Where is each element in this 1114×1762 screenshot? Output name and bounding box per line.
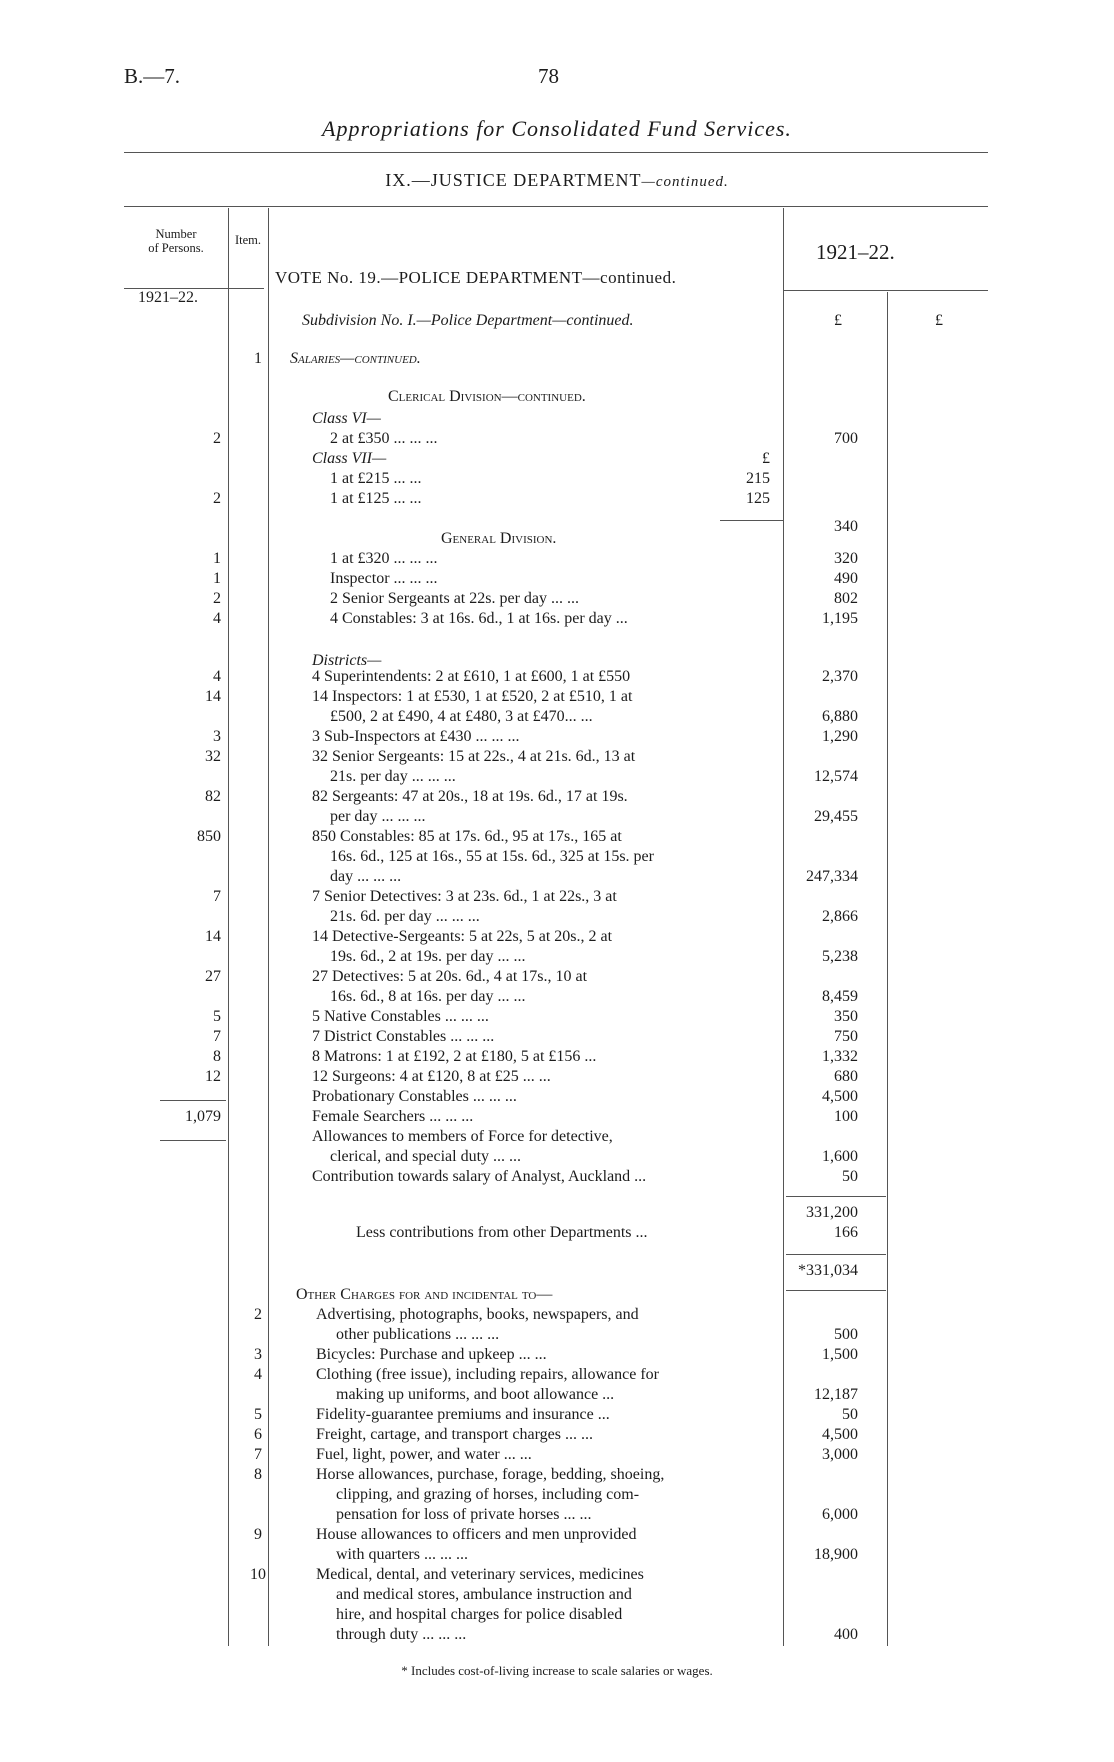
salary-row-description: Class VII— [312,450,387,467]
charge-amount: 3,000 [822,1446,858,1463]
charge-description-cont3: through duty ... ... ... [336,1626,467,1643]
district-row-amount: 2,866 [822,908,858,925]
year-label-left: 1921–22. [138,289,198,306]
item-column-header: Item. [234,233,262,247]
district-row-persons: 82 [205,788,221,805]
general-heading: General Division. [441,530,557,547]
district-row-description-cont: per day ... ... ... [330,808,426,825]
charge-description-cont: with quarters ... ... ... [336,1546,468,1563]
district-row-description: 14 Detective-Sergeants: 5 at 22s, 5 at 20s., 2 at [312,928,613,945]
persons-column-header [124,227,228,255]
district-row-persons: 27 [205,968,221,985]
charge-item-number: 5 [254,1406,262,1423]
footnote: * Includes cost-of-living increase to scale salaries or wages. [401,1663,713,1678]
vote-heading: VOTE No. 19.—POLICE DEPARTMENT—continued. [275,268,677,287]
salary-row-subamount: £ [762,450,770,467]
district-row-description: 82 Sergeants: 47 at 20s., 18 at 19s. 6d., 17 at 19s. [312,788,628,805]
district-row-description: 12 Surgeons: 4 at £120, 8 at £25 ... ... [312,1068,551,1085]
district-row-persons: 14 [205,688,221,705]
salary-row-amount: 1,195 [822,610,858,627]
salary-row-amount: 490 [834,570,858,587]
charge-description: Bicycles: Purchase and upkeep ... ... [316,1346,547,1363]
persons-header-line2: of Persons. [148,241,204,255]
salary-row-persons: 1 [213,570,221,587]
department-name: IX.—JUSTICE DEPARTMENT [385,170,642,190]
salary-row-amount: 340 [834,518,858,535]
salary-row-description: Inspector ... ... ... [330,570,438,587]
district-row-amount: 680 [834,1068,858,1085]
district-row-description: 7 Senior Detectives: 3 at 23s. 6d., 1 at 22s., 3 at [312,888,617,905]
district-row-description: Allowances to members of Force for detective, [312,1128,613,1145]
persons-total-rule-bottom [160,1140,226,1141]
district-row-description-cont: 21s. 6d. per day ... ... ... [330,908,480,925]
charge-amount: 500 [834,1326,858,1343]
charge-item-number: 10 [250,1566,266,1583]
districts-heading: Districts— [312,652,382,669]
charge-description-cont2: pensation for loss of private horses ... ... [336,1506,592,1523]
year-column-header: 1921–22. [816,240,895,264]
district-row-description: 8 Matrons: 1 at £192, 2 at £180, 5 at £156 ... [312,1048,597,1065]
clerical-heading: Clerical Division—continued. [388,388,586,405]
district-row-persons: 3 [213,728,221,745]
salary-row-description: 1 at £125 ... ... [330,490,422,507]
charge-amount: 12,187 [814,1386,858,1403]
district-row-amount: 247,334 [806,868,858,885]
salary-row-description: Class VI— [312,410,381,427]
other-charges-heading: Other Charges for and incidental to— [296,1286,553,1303]
charge-amount: 1,500 [822,1346,858,1363]
district-row-amount: 350 [834,1008,858,1025]
district-row-description: 27 Detectives: 5 at 20s. 6d., 4 at 17s., 10 at [312,968,588,985]
district-row-description-cont: £500, 2 at £490, 4 at £480, 3 at £470... ... [330,708,593,725]
district-row-description: 3 Sub-Inspectors at £430 ... ... ... [312,728,520,745]
charge-description: Fidelity-guarantee premiums and insurance ... [316,1406,610,1423]
district-row-description: Contribution towards salary of Analyst, Auckland ... [312,1168,647,1185]
charge-item-number: 9 [254,1526,262,1543]
header-bottom-rule-right [783,290,988,291]
charge-amount: 6,000 [822,1506,858,1523]
charge-amount: 50 [842,1406,858,1423]
less-contributions-amount: 166 [834,1224,858,1241]
net-total-rule-top [786,1254,886,1255]
charge-description: Fuel, light, power, and water ... ... [316,1446,532,1463]
persons-header-line1: Number [155,227,197,241]
charge-description-cont: making up uniforms, and boot allowance ... [336,1386,615,1403]
district-row-description-cont: 16s. 6d., 8 at 16s. per day ... ... [330,988,526,1005]
col-rule-total [887,292,888,1646]
district-row-description: 4 Superintendents: 2 at £610, 1 at £600, 1 at £550 [312,668,631,685]
district-row-amount: 1,332 [822,1048,858,1065]
charge-description: Medical, dental, and veterinary services, medicines [316,1566,644,1583]
salary-row-persons: 1 [213,550,221,567]
subdivision-heading: Subdivision No. I.—Police Department—continued. [302,312,634,329]
charge-description: Freight, cartage, and transport charges ... ... [316,1426,593,1443]
charge-amount: 18,900 [814,1546,858,1563]
salary-row-description: 1 at £215 ... ... [330,470,422,487]
charge-description: House allowances to officers and men unprovided [316,1526,637,1543]
salary-row-description: 1 at £320 ... ... ... [330,550,438,567]
district-row-description-cont: clerical, and special duty ... ... [330,1148,522,1165]
district-row-amount: 29,455 [814,808,858,825]
district-row-amount: 4,500 [822,1088,858,1105]
district-row-persons: 14 [205,928,221,945]
salary-row-description: 4 Constables: 3 at 16s. 6d., 1 at 16s. per day ... [330,610,628,627]
gross-total: 331,200 [806,1204,858,1221]
header-rule [124,152,988,153]
district-row-description: 5 Native Constables ... ... ... [312,1008,489,1025]
pound-symbol-1: £ [834,312,842,329]
salary-row-subamount: 125 [746,490,770,507]
department-continued: —continued. [641,174,729,190]
charge-item-number: 6 [254,1426,262,1443]
district-row-persons: 7 [213,888,221,905]
district-row-persons: 850 [197,828,221,845]
district-row-description: 7 District Constables ... ... ... [312,1028,495,1045]
district-row-persons: 12 [205,1068,221,1085]
district-row-amount: 100 [834,1108,858,1125]
salary-row-persons: 2 [213,430,221,447]
district-row-description-cont: 19s. 6d., 2 at 19s. per day ... ... [330,948,526,965]
charge-description-cont: and medical stores, ambulance instruction and [336,1586,632,1603]
district-row-persons: 1,079 [185,1108,221,1125]
salary-row-amount: 700 [834,430,858,447]
net-total: *331,034 [798,1262,858,1279]
page-number: 78 [538,64,559,88]
salary-row-persons: 2 [213,490,221,507]
district-row-amount: 750 [834,1028,858,1045]
district-row-amount: 50 [842,1168,858,1185]
district-row-description: 850 Constables: 85 at 17s. 6d., 95 at 17s., 165 at [312,828,622,845]
charge-description-cont: other publications ... ... ... [336,1326,500,1343]
salaries-heading: Salaries—continued. [290,350,421,367]
salary-row-persons: 2 [213,590,221,607]
item-number-salaries: 1 [254,350,262,367]
table-top-rule [124,206,988,207]
salary-row-description: 2 at £350 ... ... ... [330,430,438,447]
document-reference: B.—7. [124,64,181,88]
district-row-amount: 8,459 [822,988,858,1005]
district-row-description: 32 Senior Sergeants: 15 at 22s., 4 at 21s. 6d., 13 at [312,748,636,765]
net-total-rule-bottom [786,1290,886,1291]
district-row-description-cont: 21s. per day ... ... ... [330,768,456,785]
gross-total-rule [786,1196,886,1197]
salary-row-persons: 4 [213,610,221,627]
col-rule-persons [228,208,229,1646]
district-row-amount: 12,574 [814,768,858,785]
district-row-persons: 7 [213,1028,221,1045]
salary-row-amount: 320 [834,550,858,567]
district-row-description: 14 Inspectors: 1 at £530, 1 at £520, 2 at £510, 1 at [312,688,633,705]
charge-item-number: 7 [254,1446,262,1463]
district-row-amount: 5,238 [822,948,858,965]
charge-amount: 400 [834,1626,858,1643]
district-row-description: Probationary Constables ... ... ... [312,1088,517,1105]
district-row-persons: 4 [213,668,221,685]
subtotal-rule [720,520,784,521]
pound-symbol-2: £ [935,312,943,329]
district-row-persons: 8 [213,1048,221,1065]
salary-row-description: 2 Senior Sergeants at 22s. per day ... ... [330,590,579,607]
district-row-description-cont: 16s. 6d., 125 at 16s., 55 at 15s. 6d., 325 at 15s. per [330,848,654,865]
page-title: Appropriations for Consolidated Fund Services. [322,116,792,141]
district-row-amount: 1,290 [822,728,858,745]
persons-total-rule-top [160,1100,226,1101]
salary-row-subamount: 215 [746,470,770,487]
charge-description: Advertising, photographs, books, newspapers, and [316,1306,639,1323]
charge-description-cont2: hire, and hospital charges for police disabled [336,1606,623,1623]
district-row-persons: 5 [213,1008,221,1025]
charge-item-number: 3 [254,1346,262,1363]
district-row-amount: 2,370 [822,668,858,685]
less-contributions-label: Less contributions from other Departments ... [356,1224,648,1241]
charge-item-number: 2 [254,1306,262,1323]
department-heading [0,170,1114,191]
charge-item-number: 4 [254,1366,262,1383]
charge-description-cont: clipping, and grazing of horses, including com- [336,1486,640,1503]
district-row-description-cont2: day ... ... ... [330,868,402,885]
district-row-amount: 6,880 [822,708,858,725]
salary-row-amount: 802 [834,590,858,607]
charge-item-number: 8 [254,1466,262,1483]
charge-description: Clothing (free issue), including repairs, allowance for [316,1366,659,1383]
district-row-persons: 32 [205,748,221,765]
district-row-amount: 1,600 [822,1148,858,1165]
district-row-description: Female Searchers ... ... ... [312,1108,474,1125]
charge-amount: 4,500 [822,1426,858,1443]
charge-description: Horse allowances, purchase, forage, bedding, shoeing, [316,1466,665,1483]
